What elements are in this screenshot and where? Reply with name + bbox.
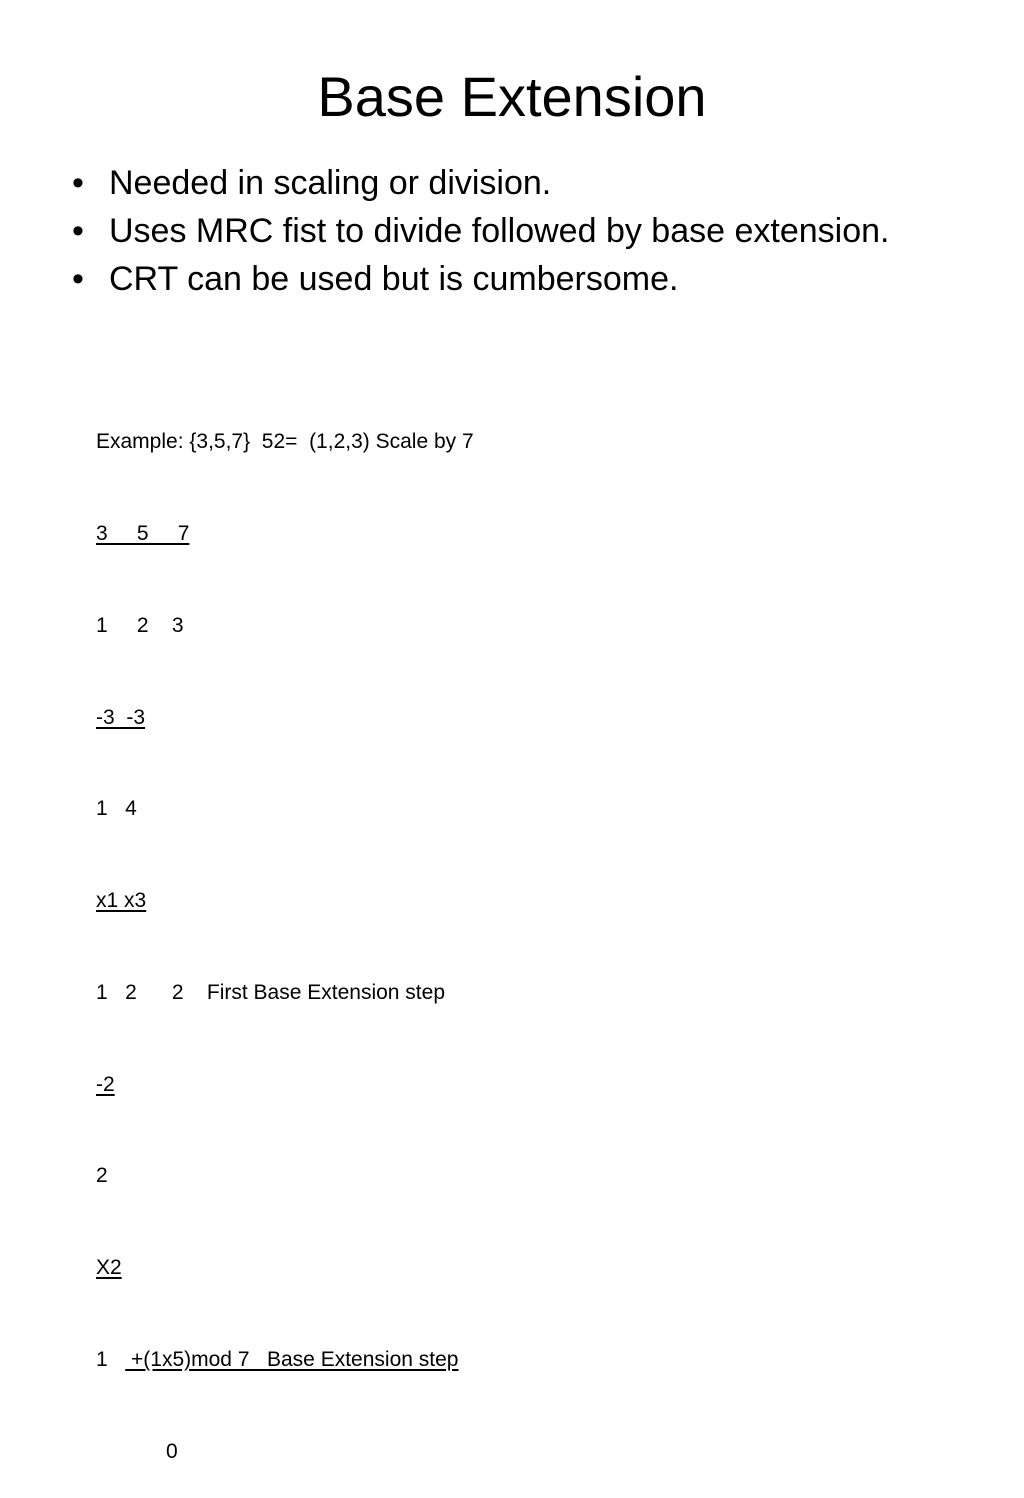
- bullet-item: • Uses MRC fist to divide followed by base extension.: [72, 212, 892, 250]
- first-base-extension-row: 1 2 2 First Base Extension step: [96, 980, 445, 1004]
- example-line: [96, 703, 474, 734]
- bullet-item: • CRT can be used but is cumbersome.: [72, 260, 892, 298]
- residues-row: 1 2 3: [96, 613, 184, 637]
- subtract-two-row: -2: [96, 1072, 115, 1096]
- multiply-row: x1 x3: [96, 889, 147, 913]
- final-result-row: 0: [96, 1439, 178, 1463]
- subtract-row: -3 -3: [96, 705, 146, 729]
- bullet-item: • Needed in scaling or division.: [72, 164, 892, 202]
- bullet-list: [72, 164, 892, 308]
- example-line: [96, 519, 474, 550]
- scaling-example: [96, 366, 474, 1498]
- difference-row: 1 4: [96, 797, 137, 821]
- slide-title: Base Extension: [317, 65, 707, 128]
- example-heading: Example: {3,5,7} 52= (1,2,3) Scale by 7: [96, 430, 474, 454]
- multiply-two-row: X2: [96, 1256, 122, 1280]
- moduli-row: 3 5 7: [96, 521, 190, 545]
- base-extension-step: +(1x5)mod 7 Base Extension step: [125, 1348, 459, 1371]
- base-extension-row: [96, 1345, 474, 1376]
- example-line: [96, 886, 474, 917]
- example-line: [96, 1070, 474, 1101]
- result-row: 2: [96, 1164, 108, 1188]
- base-extension-prefix: 1: [96, 1348, 126, 1371]
- example-line: [96, 1253, 474, 1284]
